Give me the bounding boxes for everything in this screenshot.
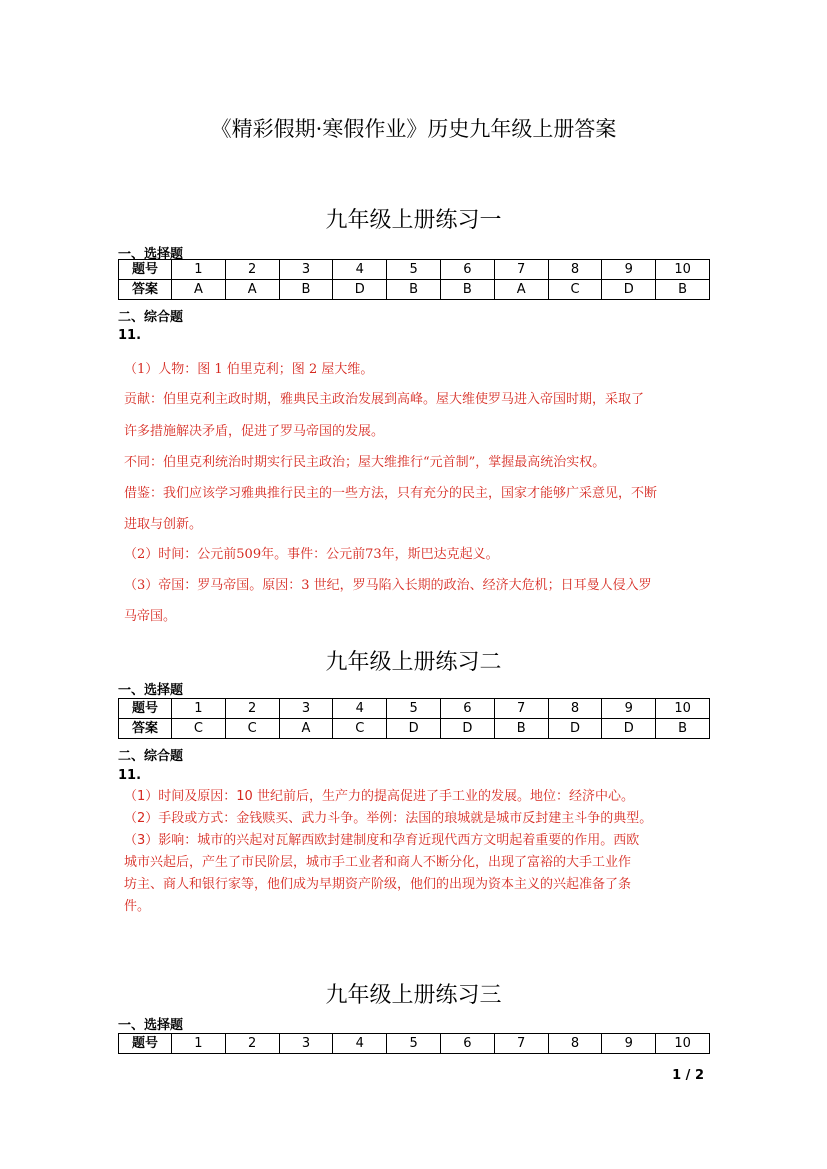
question-number-cell: 8	[548, 1034, 602, 1054]
table-row-numbers	[119, 260, 710, 280]
comprehensive-label: 二、综合题	[118, 749, 184, 764]
answer-cell: D	[440, 719, 494, 739]
question-number-cell: 3	[279, 1034, 333, 1054]
table-row-numbers	[119, 1034, 710, 1054]
answer-cell: A	[225, 280, 279, 300]
question-number-cell: 4	[333, 260, 387, 280]
answer-line: 贡献：伯里克利主政时期，雅典民主政治发展到高峰。屋大维使罗马进入帝国时期，采取了	[124, 392, 645, 407]
answer-cell: A	[494, 280, 548, 300]
answer-cell: B	[494, 719, 548, 739]
question-number-cell: 3	[279, 260, 333, 280]
page-number: 1 / 2	[672, 1068, 704, 1083]
answer-cell: A	[279, 719, 333, 739]
row-label: 题号	[119, 1034, 172, 1054]
answer-cell: D	[333, 280, 387, 300]
comprehensive-label: 二、综合题	[118, 310, 184, 325]
question-number-cell: 9	[602, 260, 656, 280]
answer-line: 借鉴：我们应该学习雅典推行民主的一些方法，只有充分的民主，国家才能够广采意见，不断	[124, 486, 658, 501]
question-number-cell: 3	[279, 699, 333, 719]
question-number-cell: 8	[548, 260, 602, 280]
answer-cell: B	[440, 280, 494, 300]
question-number-cell: 7	[494, 260, 548, 280]
answer-cell: A	[172, 280, 226, 300]
question-number-cell: 2	[225, 260, 279, 280]
question-number-cell: 1	[172, 1034, 226, 1054]
document-title: 《精彩假期·寒假作业》历史九年级上册答案	[210, 117, 617, 141]
question-number-cell: 7	[494, 1034, 548, 1054]
answer-cell: B	[279, 280, 333, 300]
question-number-cell: 9	[602, 1034, 656, 1054]
question-number-cell: 5	[387, 699, 441, 719]
question-number-cell: 6	[440, 260, 494, 280]
answer-line: 坊主、商人和银行家等，他们成为早期资产阶级，他们的出现为资本主义的兴起准备了条	[124, 877, 632, 892]
question-number-cell: 9	[602, 699, 656, 719]
answer-line: 进取与创新。	[124, 517, 203, 532]
row-label: 答案	[119, 719, 172, 739]
question-number-cell: 10	[656, 1034, 710, 1054]
question-number-cell: 10	[656, 260, 710, 280]
question-number-cell: 2	[225, 1034, 279, 1054]
question-number-cell: 6	[440, 699, 494, 719]
table-row-numbers	[119, 699, 710, 719]
answer-line: （2）手段或方式：金钱赎买、武力斗争。举例：法国的琅城就是城市反封建主斗争的典型。	[124, 811, 653, 826]
answer-line: （3）帝国：罗马帝国。原因：3 世纪，罗马陷入长期的政治、经济大危机；日耳曼人侵入罗	[124, 578, 652, 593]
answer-table	[118, 259, 710, 300]
section-title: 九年级上册练习一	[325, 208, 502, 233]
answer-cell: C	[172, 719, 226, 739]
section-title: 九年级上册练习二	[325, 650, 502, 675]
answer-line: （1）人物：图 1 伯里克利；图 2 屋大维。	[124, 362, 374, 377]
answer-cell: D	[548, 719, 602, 739]
table-row-answers	[119, 719, 710, 739]
question-number-cell: 1	[172, 260, 226, 280]
answer-line: （1）时间及原因：10 世纪前后，生产力的提高促进了手工业的发展。地位：经济中心。	[124, 789, 634, 804]
answer-line: 许多措施解决矛盾，促进了罗马帝国的发展。	[124, 424, 385, 439]
row-label: 题号	[119, 699, 172, 719]
choice-label: 一、选择题	[118, 683, 184, 698]
answer-cell: B	[656, 280, 710, 300]
answer-line: （2）时间：公元前509年。事件：公元前73年，斯巴达克起义。	[124, 547, 499, 562]
question-number-cell: 4	[333, 1034, 387, 1054]
section-title: 九年级上册练习三	[325, 983, 502, 1008]
answer-line: （3）影响：城市的兴起对瓦解西欧封建制度和孕育近现代西方文明起着重要的作用。西欧	[124, 833, 640, 848]
choice-label: 一、选择题	[118, 247, 184, 262]
question-number-cell: 5	[387, 260, 441, 280]
answer-cell: C	[548, 280, 602, 300]
question-number: 11.	[118, 768, 142, 783]
answer-line: 件。	[124, 899, 151, 914]
answer-cell: D	[602, 719, 656, 739]
question-number: 11.	[118, 328, 142, 343]
question-number-cell: 2	[225, 699, 279, 719]
question-number-cell: 4	[333, 699, 387, 719]
answer-cell: B	[656, 719, 710, 739]
answer-cell: C	[225, 719, 279, 739]
question-number-cell: 1	[172, 699, 226, 719]
answer-table	[118, 1033, 710, 1054]
answer-cell: D	[602, 280, 656, 300]
answer-cell: B	[387, 280, 441, 300]
question-number-cell: 5	[387, 1034, 441, 1054]
answer-cell: D	[387, 719, 441, 739]
question-number-cell: 8	[548, 699, 602, 719]
row-label: 答案	[119, 280, 172, 300]
choice-label: 一、选择题	[118, 1018, 184, 1033]
question-number-cell: 10	[656, 699, 710, 719]
row-label: 题号	[119, 260, 172, 280]
answer-line: 城市兴起后，产生了市民阶层，城市手工业者和商人不断分化，出现了富裕的大手工业作	[124, 855, 632, 870]
table-row-answers	[119, 280, 710, 300]
answer-table	[118, 698, 710, 739]
answer-line: 马帝国。	[124, 609, 177, 624]
question-number-cell: 6	[440, 1034, 494, 1054]
answer-line: 不同：伯里克利统治时期实行民主政治；屋大维推行“元首制”，掌握最高统治实权。	[124, 455, 606, 470]
answer-cell: C	[333, 719, 387, 739]
question-number-cell: 7	[494, 699, 548, 719]
